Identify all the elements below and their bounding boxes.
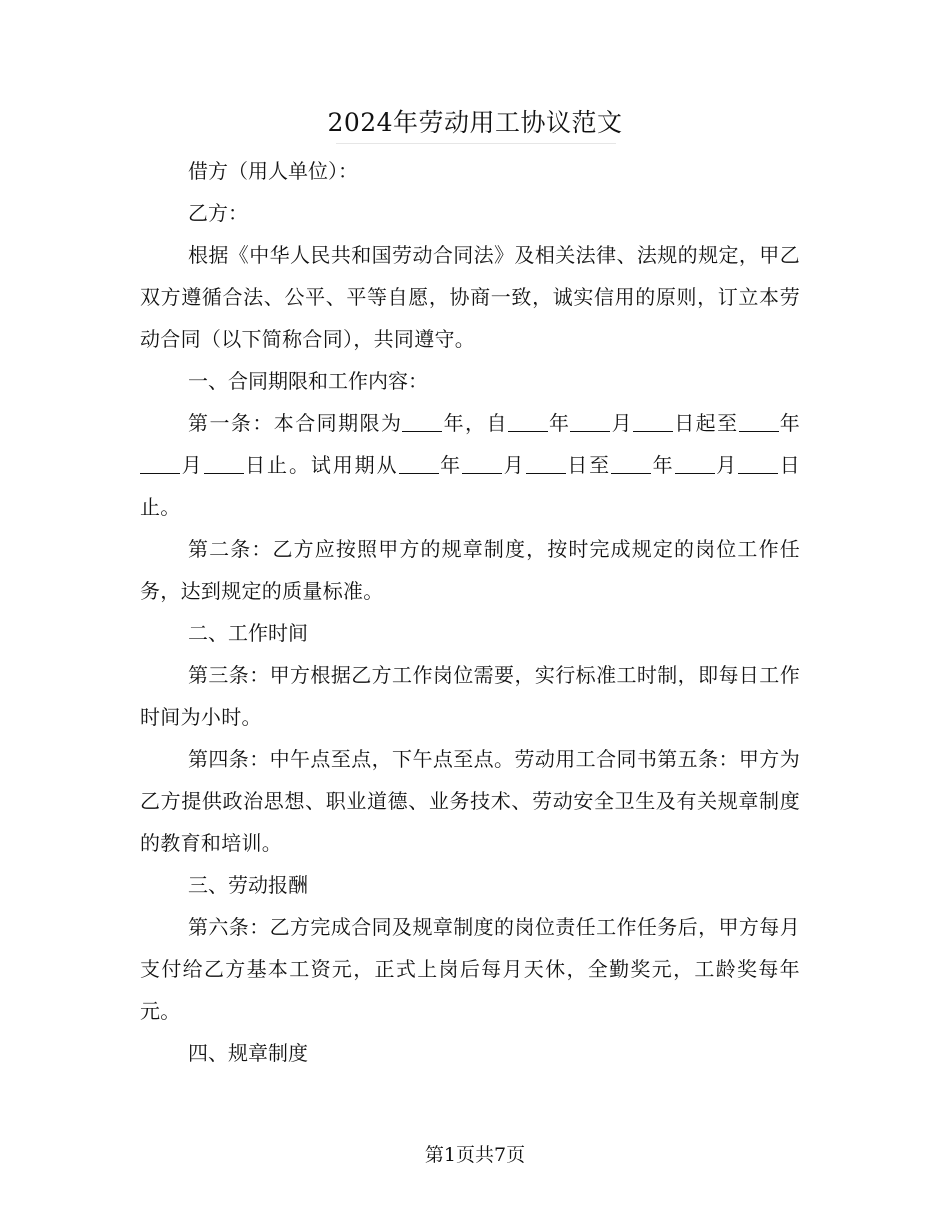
article-1-text-3: 年 [547, 411, 571, 435]
blank-field [140, 453, 180, 474]
section-heading-pay: 三、劳动报酬 [188, 873, 308, 897]
article-1-text-8: 日止。试用期从 [243, 453, 399, 477]
preamble-paragraph: 根据《中华人民共和国劳动合同法》及相关法律、法规的规定，甲乙双方遵循合法、公平、平等自愿，协商一致，诚实信用的原则，订立本劳动合同（以下简称合同），共同遵守。 [140, 243, 800, 351]
article-1-text-13: 月 [714, 453, 739, 477]
article-1-text-10: 月 [502, 453, 526, 477]
article-3-paragraph: 第三条：甲方根据乙方工作岗位需要，实行标准工时制，即每日工作时间为小时。 [140, 663, 800, 729]
article-1-text-6: 年 [778, 411, 800, 435]
document-title: 2024年劳动用工协议范文 [327, 108, 623, 137]
document-body [140, 150, 800, 1074]
article-2-paragraph: 第二条：乙方应按照甲方的规章制度，按时完成规定的岗位工作任务，达到规定的质量标准。 [140, 537, 800, 603]
article-1-text-9: 年 [438, 453, 463, 477]
article-1-text-12: 年 [651, 453, 675, 477]
party-a-line: 借方（用人单位）： [188, 159, 358, 183]
blank-field [633, 411, 673, 432]
article-1-text-14: 日止。 [140, 453, 800, 519]
article-1-text-11: 日至 [565, 453, 612, 477]
article-1-text-5: 日起至 [673, 411, 739, 435]
blank-field [675, 453, 715, 474]
article-1-text-2: 年，自 [442, 411, 508, 435]
blank-field [611, 453, 651, 474]
article-4-paragraph: 第四条：中午点至点，下午点至点。劳动用工合同书第五条：甲方为乙方提供政治思想、职业道德、业务技术、劳动安全卫生及有关规章制度的教育和培训。 [140, 747, 800, 855]
blank-field [462, 453, 502, 474]
article-1-paragraph [140, 402, 800, 528]
blank-field [738, 453, 778, 474]
blank-field [739, 411, 779, 432]
article-1-text-1: 第一条：本合同期限为 [188, 411, 403, 435]
party-b-line: 乙方： [188, 201, 248, 225]
section-heading-hours: 二、工作时间 [188, 621, 308, 645]
section-heading-term: 一、合同期限和工作内容： [188, 369, 428, 393]
blank-field [508, 411, 548, 432]
article-1-text-4: 月 [610, 411, 634, 435]
blank-field [402, 411, 442, 432]
page-indicator: 第1页共7页 [424, 1144, 526, 1166]
article-1-text-7: 月 [180, 453, 204, 477]
blank-field [526, 453, 566, 474]
blank-field [399, 453, 439, 474]
title-underline [336, 143, 616, 144]
blank-field [204, 453, 244, 474]
article-6-paragraph: 第六条：乙方完成合同及规章制度的岗位责任工作任务后，甲方每月支付给乙方基本工资元，正式上岗后每月天休，全勤奖元，工龄奖每年元。 [140, 915, 800, 1023]
section-heading-rules: 四、规章制度 [188, 1041, 308, 1065]
blank-field [570, 411, 610, 432]
